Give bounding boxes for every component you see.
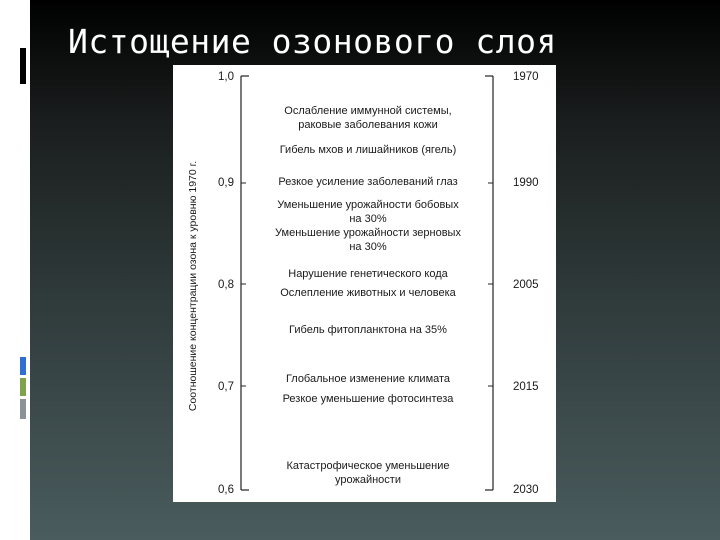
ratio-tick-label: 0,9 (218, 177, 234, 189)
ozone-diagram (173, 65, 556, 502)
ozone-diagram-svg (173, 65, 556, 502)
axis-title: Соотношение концентрации озона к уровню 1970 г. (187, 160, 199, 412)
effect-text: Уменьшение урожайности бобовых (277, 199, 459, 211)
effect-text: на 30% (349, 241, 387, 253)
ratio-tick-label: 0,7 (218, 381, 234, 393)
effect-text: Резкое усиление заболеваний глаз (278, 176, 458, 188)
effect-text: на 30% (349, 213, 387, 225)
year-label: 2015 (513, 381, 539, 393)
effect-text: Глобальное изменение климата (285, 373, 451, 385)
effect-text: Ослабление иммунной системы, (284, 105, 452, 117)
ratio-tick-label: 0,6 (218, 484, 234, 496)
effect-text: урожайности (335, 474, 401, 486)
year-label: 1970 (513, 71, 539, 83)
year-label: 2005 (513, 279, 539, 291)
year-label: 2030 (513, 484, 539, 496)
effect-text: Катастрофическое уменьшение (286, 460, 450, 472)
effect-text: Гибель фитопланктона на 35% (289, 324, 447, 336)
effect-text: Ослепление животных и человека (280, 287, 456, 299)
accent-bar-top (20, 48, 26, 84)
effect-text: раковые заболевания кожи (298, 119, 438, 131)
accent-bar-blue (20, 357, 26, 375)
effect-text: Резкое уменьшение фотосинтеза (282, 393, 454, 405)
effect-text: Уменьшение урожайности зерновых (275, 227, 461, 239)
year-label: 1990 (513, 177, 539, 189)
slide-title: Истощение озонового слоя (68, 22, 557, 61)
ratio-tick-label: 0,8 (218, 279, 234, 291)
effect-text: Гибель мхов и лишайников (ягель) (279, 144, 457, 156)
accent-bar-gray (20, 399, 26, 419)
ratio-tick-label: 1,0 (218, 71, 234, 83)
accent-bar-green (20, 378, 26, 396)
effect-text: Нарушение генетического кода (288, 268, 448, 280)
